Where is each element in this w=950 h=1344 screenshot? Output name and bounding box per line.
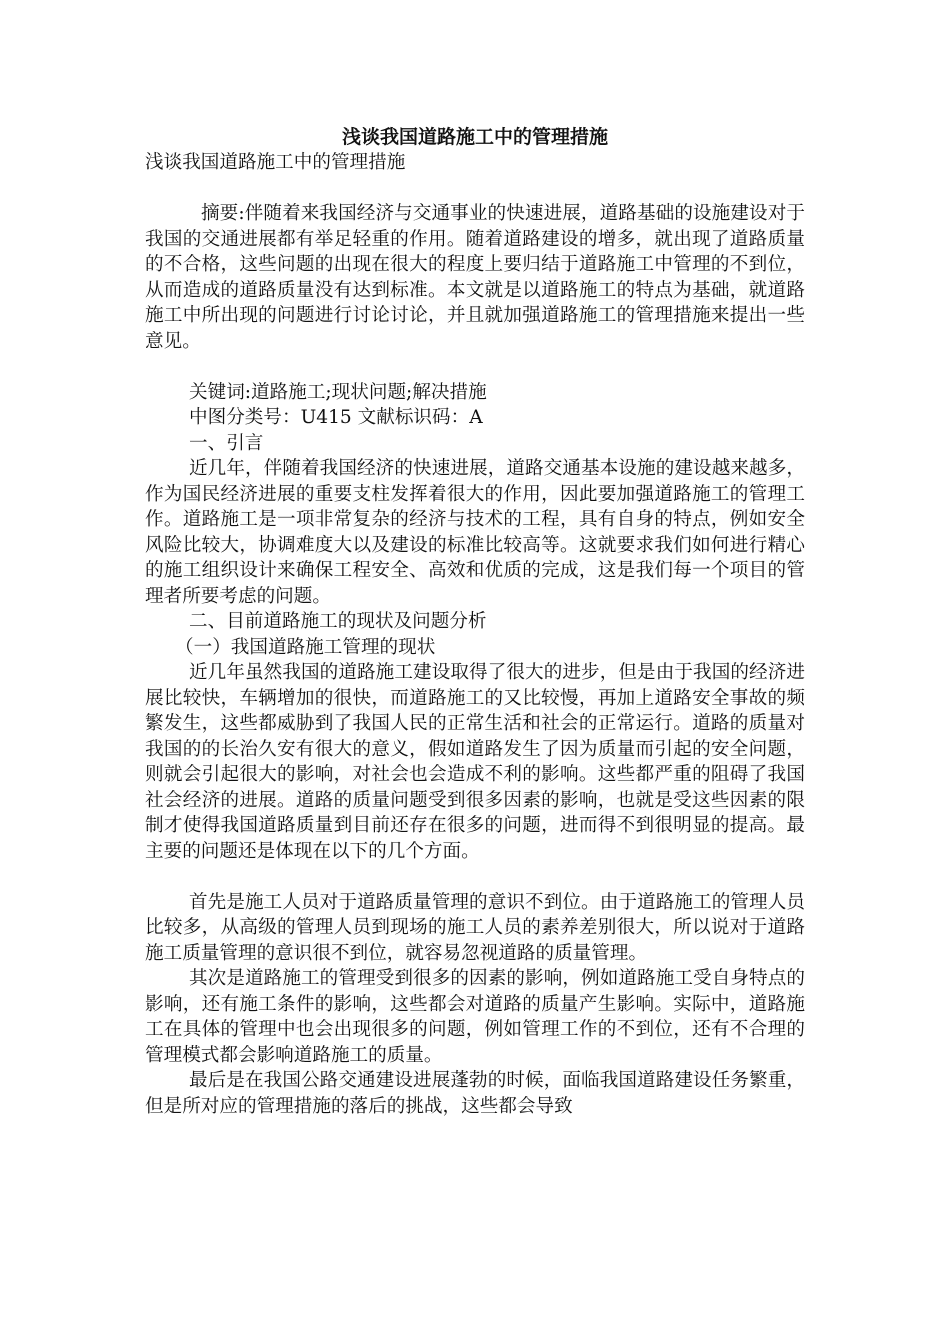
intro-paragraph: 近几年，伴随着我国经济的快速进展，道路交通基本设施的建设越来越多，作为国民经济进展的重要支柱发挥着很大的作用，因此要加强道路施工的管理工作。道路施工是一项非常复杂的经济与技术的工程，具有自身的特点，例如安全风险比较大，协调难度大以及建设的标准比较高等。这就要求我们如何进行精心的施工组织设计来确保工程安全、高效和优质的完成，这是我们每一个项目的管理者所要考虑的问题。 bbox=[145, 458, 805, 607]
classification-line: 中图分类号：U415 文献标识码：A bbox=[189, 407, 483, 428]
abstract-paragraph: 摘要:伴随着来我国经济与交通事业的快速进展，道路基础的设施建设对于我国的交通进展都有举足轻重的作用。随着道路建设的增多，就出现了道路质量的不合格，这些问题的出现在很大的程度上要归结于道路施工中管理的不到位，从而造成的道路质量没有达到标准。本文就是以道路施工的特点为基础，就道路施工中所出现的问题进行讨论讨论，并且就加强道路施工的管理措施来提出一些意见。 bbox=[145, 203, 805, 352]
document-title: 浅谈我国道路施工中的管理措施 bbox=[341, 126, 608, 148]
keywords-line: 关键词:道路施工;现状问题;解决措施 bbox=[189, 381, 487, 403]
spacer bbox=[145, 864, 805, 890]
document-subtitle: 浅谈我国道路施工中的管理措施 bbox=[145, 152, 406, 173]
document-body bbox=[145, 150, 805, 1119]
spacer bbox=[145, 354, 805, 380]
third-issue-paragraph: 最后是在我国公路交通建设进展蓬勃的时候，面临我国道路建设任务繁重，但是所对应的管理措施的落后的挑战，这些都会导致 bbox=[145, 1070, 805, 1117]
status-paragraph: 近几年虽然我国的道路施工建设取得了很大的进步，但是由于我国的经济进展比较快，车辆增加的很快，而道路施工的又比较慢，再加上道路安全事故的频繁发生，这些都威胁到了我国人民的正常生活和社会的正常运行。道路的质量对我国的的长治久安有很大的意义，假如道路发生了因为质量而引起的安全问题，则就会引起很大的影响，对社会也会造成不利的影响。这些都严重的阻碍了我国社会经济的进展。道路的质量问题受到很多因素的影响，也就是受这些因素的限制才使得我国道路质量到目前还存在很多的问题，进而得不到很明显的提高。最主要的问题还是体现在以下的几个方面。 bbox=[145, 662, 805, 862]
section-heading-introduction: 一、引言 bbox=[189, 432, 264, 454]
subsection-heading-status: （一）我国道路施工管理的现状 bbox=[175, 636, 436, 658]
second-issue-paragraph: 其次是道路施工的管理受到很多的因素的影响，例如道路施工受自身特点的影响，还有施工条件的影响，这些都会对道路的质量产生影响。实际中，道路施工在具体的管理中也会出现很多的问题，例如管理工作的不到位，还有不合理的管理模式都会影响道路施工的质量。 bbox=[145, 968, 805, 1066]
section-heading-status: 二、目前道路施工的现状及问题分析 bbox=[189, 611, 487, 632]
first-issue-paragraph: 首先是施工人员对于道路质量管理的意识不到位。由于道路施工的管理人员比较多，从高级的管理人员到现场的施工人员的素养差别很大，所以说对于道路施工质量管理的意识很不到位，就容易忽视道路的质量管理。 bbox=[145, 891, 805, 964]
